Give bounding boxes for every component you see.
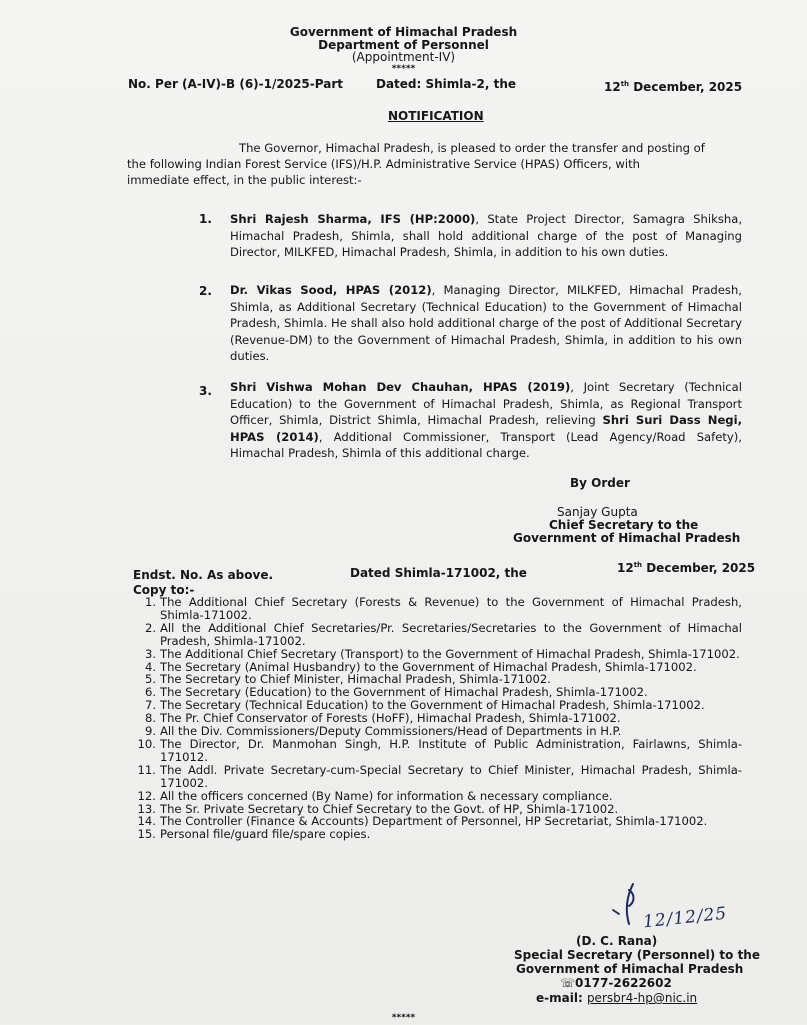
- item-number: 15.: [137, 827, 156, 842]
- item-number: 3.: [144, 646, 156, 661]
- endorsement-dated: Dated Shimla-171002, the: [350, 566, 527, 580]
- list-item: [134, 790, 742, 803]
- item-number: 6.: [144, 685, 156, 700]
- list-item: [134, 764, 742, 790]
- reference-number: No. Per (A-IV)-B (6)-1/2025-Part: [128, 77, 343, 91]
- signatory-designation-2: Government of Himachal Pradesh: [513, 531, 741, 545]
- intro-line-2: the following Indian Forest Service (IFS)/H.P. Administrative Service (HPAS) Officers, with: [127, 157, 640, 172]
- copy-to-label: Copy to:-: [133, 583, 195, 597]
- item-text: The Sr. Private Secretary to Chief Secretary to the Govt. of HP, Shimla-171002.: [160, 801, 619, 816]
- item-number: 2.: [144, 620, 156, 635]
- item-number: 4.: [144, 659, 156, 674]
- by-order: By Order: [570, 476, 630, 490]
- item-text: The Pr. Chief Conservator of Forests (HoFF), Himachal Pradesh, Shimla-171002.: [160, 711, 621, 726]
- endorsement-number: Endst. No. As above.: [133, 568, 274, 582]
- list-item: [134, 648, 742, 661]
- list-item: [134, 828, 742, 841]
- phone-line: [560, 976, 672, 990]
- list-item: [134, 738, 742, 764]
- list-item: [230, 379, 742, 462]
- phone-number: 0177-2622602: [575, 976, 672, 990]
- item-text: The Secretary to Chief Minister, Himachal Pradesh, Shimla-171002.: [160, 672, 551, 687]
- item-text: The Controller (Finance & Accounts) Department of Personnel, HP Secretariat, Shimla-171002.: [160, 814, 708, 829]
- header-section: (Appointment-IV): [351, 50, 456, 64]
- intro-paragraph: [127, 140, 741, 189]
- signatory-designation-2: Government of Himachal Pradesh: [516, 962, 744, 976]
- officer-name: Shri Rajesh Sharma, IFS (HP:2000): [230, 212, 476, 226]
- item-text: All the Div. Commissioners/Deputy Commissioners/Head of Departments in H.P.: [160, 724, 622, 739]
- dated-label: Dated: Shimla-2, the: [376, 77, 516, 91]
- list-item: [134, 596, 742, 622]
- intro-line-3: immediate effect, in the public interest:-: [127, 173, 362, 188]
- item-number: 8.: [144, 711, 156, 726]
- item-number: 14.: [137, 814, 156, 829]
- item-number: 12.: [137, 788, 156, 803]
- email-link[interactable]: persbr4-hp@nic.in: [586, 991, 698, 1005]
- officer-name: Shri Suri Dass Negi, HPAS (2014): [230, 413, 742, 444]
- item-number: 5.: [144, 672, 156, 687]
- item-text: The Addl. Private Secretary-cum-Special Secretary to Chief Minister, Himachal Pradesh, Shimla-171002.: [160, 762, 742, 790]
- item-number: 11.: [137, 762, 156, 777]
- item-number: 13.: [137, 801, 156, 816]
- item-text: All the officers concerned (By Name) for information & necessary compliance.: [160, 788, 613, 803]
- email-line: [536, 991, 697, 1005]
- item-text: , Additional Commissioner, Transport (Lead Agency/Road Safety), Himachal Pradesh, Shimla of this additional charge.: [230, 429, 742, 461]
- item-text: , Managing Director, MILKFED, Himachal Pradesh, Shimla, as Additional Secretary (Technical Education) to the Government of Himachal Pradesh, Shimla. He shall also hold additional charge of the post of Additional Secretary (Revenue-DM) to the Government of Himachal Pradesh, Shimla, in addition to his own duties.: [230, 283, 742, 364]
- signatory-designation-1: Special Secretary (Personnel) to the: [514, 948, 760, 962]
- item-number: 2.: [199, 284, 212, 298]
- item-text: The Secretary (Education) to the Government of Himachal Pradesh, Shimla-171002.: [160, 685, 648, 700]
- signatory-designation-1: Chief Secretary to the: [549, 518, 699, 532]
- list-item: [134, 622, 742, 648]
- item-text: The Secretary (Animal Husbandry) to the Government of Himachal Pradesh, Shimla-171002.: [160, 659, 697, 674]
- intro-line-1: The Governor, Himachal Pradesh, is pleased to order the transfer and posting of: [239, 141, 705, 155]
- signatory-name: (D. C. Rana): [576, 934, 658, 948]
- header-stars: *****: [391, 64, 416, 74]
- item-text: The Additional Chief Secretary (Transport) to the Government of Himachal Pradesh, Shimla-171002.: [160, 646, 740, 661]
- endorsement-date: 12th December, 2025: [617, 561, 756, 575]
- copy-list: [134, 596, 742, 841]
- reference-date: 12th December, 2025: [604, 80, 743, 94]
- item-number: 7.: [144, 698, 156, 713]
- item-text: , Joint Secretary (Technical Education) to the Government of Himachal Pradesh, Shimla, as Regional Transport Officer, Shimla, District Shimla, Himachal Pradesh, relieving: [230, 380, 742, 428]
- item-number: 9.: [144, 724, 156, 739]
- item-number: 10.: [137, 736, 156, 751]
- item-text: All the Additional Chief Secretaries/Pr. Secretaries/Secretaries to the Government of Himachal Pradesh, Shimla-171002.: [160, 620, 742, 648]
- officer-name: Dr. Vikas Sood, HPAS (2012): [230, 283, 432, 297]
- item-number: 3.: [199, 384, 212, 398]
- item-text: Personal file/guard file/spare copies.: [160, 827, 371, 842]
- handwritten-date: 12/12/25: [642, 903, 729, 933]
- footer-stars: *****: [391, 1013, 416, 1023]
- item-text: The Secretary (Technical Education) to the Government of Himachal Pradesh, Shimla-171002.: [160, 698, 705, 713]
- telephone-icon: ☏: [560, 976, 576, 990]
- item-text: The Additional Chief Secretary (Forests & Revenue) to the Government of Himachal Pradesh, Shimla-171002.: [160, 595, 742, 622]
- item-text: The Director, Dr. Manmohan Singh, H.P. Institute of Public Administration, Fairlawns, Shimla-171012.: [160, 736, 742, 764]
- item-number: 1.: [199, 212, 212, 226]
- header-government: Government of Himachal Pradesh: [289, 25, 518, 39]
- list-item: [230, 282, 742, 365]
- notification-title: NOTIFICATION: [388, 109, 484, 123]
- list-item: [230, 211, 742, 261]
- email-label: e-mail:: [536, 991, 587, 1005]
- officer-name: Shri Vishwa Mohan Dev Chauhan, HPAS (2019): [230, 380, 571, 394]
- item-text: , State Project Director, Samagra Shiksha, Himachal Pradesh, Shimla, shall hold additional charge of the post of Managing Director, MILKFED, Himachal Pradesh, Shimla, in addition to his own duties.: [230, 212, 743, 260]
- signatory-name: Sanjay Gupta: [557, 505, 638, 519]
- item-number: 1.: [144, 595, 156, 609]
- header-department: Department of Personnel: [318, 38, 489, 52]
